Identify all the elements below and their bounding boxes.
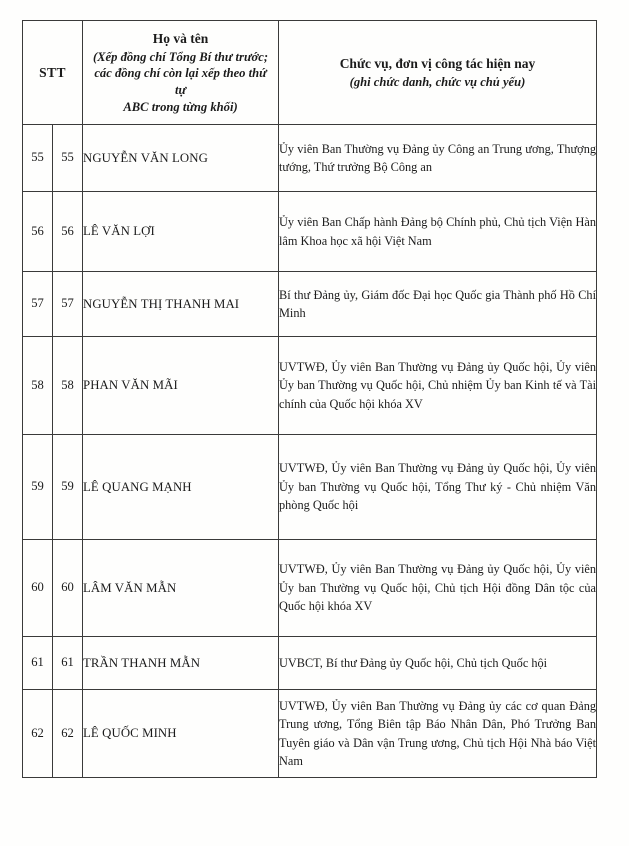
row-name: TRẦN THANH MẪN (83, 637, 279, 690)
column-header-role-subtitle: (ghi chức danh, chức vụ chủ yếu) (349, 74, 526, 89)
row-role-text: Ủy viên Ban Chấp hành Đảng bộ Chính phủ, Chủ tịch Viện Hàn lâm Khoa học xã hội Việt Nam (279, 215, 596, 248)
row-role (279, 192, 597, 272)
column-header-stt: STT (23, 21, 83, 125)
row-name: PHAN VĂN MÃI (83, 337, 279, 435)
column-header-name-title: Họ và tên (152, 30, 209, 46)
row-stt-secondary: 59 (53, 435, 83, 540)
column-header-role-block (279, 51, 596, 94)
row-name: LÊ QUANG MẠNH (83, 435, 279, 540)
row-role-text: UVTWĐ, Ủy viên Ban Thường vụ Đảng ủy Quốc hội, Ủy viên Ủy ban Thường vụ Quốc hội, Tổng Thư ký - Chủ nhiệm Văn phòng Quốc hội (279, 461, 596, 513)
row-stt-secondary: 56 (53, 192, 83, 272)
row-stt-secondary: 61 (53, 637, 83, 690)
row-stt-primary: 56 (23, 192, 53, 272)
table-row (23, 125, 597, 192)
row-stt-secondary: 57 (53, 272, 83, 337)
table-container (22, 20, 596, 778)
row-name: LÊ VĂN LỢI (83, 192, 279, 272)
row-name: NGUYỄN VĂN LONG (83, 125, 279, 192)
table-row (23, 192, 597, 272)
row-role (279, 540, 597, 637)
row-role (279, 272, 597, 337)
table-row (23, 435, 597, 540)
row-stt-secondary: 58 (53, 337, 83, 435)
row-role-text: Bí thư Đảng ủy, Giám đốc Đại học Quốc gia Thành phố Hồ Chí Minh (279, 287, 596, 320)
row-role-text: UVTWĐ, Ủy viên Ban Thường vụ Đảng ủy các cơ quan Đảng Trung ương, Tổng Biên tập Báo Nhân Dân, Phó Trưởng Ban Tuyên giáo và Dân vận Trung ương, Chủ tịch Hội Nhà báo Việt Nam (279, 698, 596, 768)
row-name: LÂM VĂN MẪN (83, 540, 279, 637)
column-header-name-subtitle (89, 49, 272, 115)
row-role (279, 637, 597, 690)
row-stt-secondary: 60 (53, 540, 83, 637)
column-header-name (83, 21, 279, 125)
table-row (23, 337, 597, 435)
column-header-name-subtitle-line-2: các đồng chí còn lại xếp theo thứ tự (94, 66, 267, 97)
table-row (23, 690, 597, 778)
row-role (279, 337, 597, 435)
row-role (279, 435, 597, 540)
table-row (23, 540, 597, 637)
row-stt-primary: 59 (23, 435, 53, 540)
table-row (23, 272, 597, 337)
header-row (23, 21, 597, 125)
row-stt-secondary: 62 (53, 690, 83, 778)
column-header-role-title: Chức vụ, đơn vị công tác hiện nay (339, 55, 536, 71)
row-stt-secondary: 55 (53, 125, 83, 192)
row-role (279, 125, 597, 192)
row-stt-primary: 57 (23, 272, 53, 337)
column-header-name-block (83, 26, 278, 119)
column-header-name-subtitle-line-3: ABC trong từng khối) (123, 99, 238, 114)
row-stt-primary: 55 (23, 125, 53, 192)
table-header (23, 21, 597, 125)
row-role (279, 690, 597, 778)
row-stt-primary: 61 (23, 637, 53, 690)
row-role-text: UVTWĐ, Ủy viên Ban Thường vụ Đảng ủy Quốc hội, Ủy viên Ủy ban Thường vụ Quốc hội, Chủ tịch Hội đồng Dân tộc của Quốc hội khóa XV (279, 562, 596, 614)
row-stt-primary: 58 (23, 337, 53, 435)
row-name: LÊ QUỐC MINH (83, 690, 279, 778)
officials-table (22, 20, 597, 778)
row-name: NGUYỄN THỊ THANH MAI (83, 272, 279, 337)
column-header-name-subtitle-line-1: (Xếp đồng chí Tổng Bí thư trước; (92, 49, 269, 64)
row-role-text: Ủy viên Ban Thường vụ Đảng ủy Công an Trung ương, Thượng tướng, Thứ trưởng Bộ Công an (279, 141, 596, 174)
row-role-text: UVTWĐ, Ủy viên Ban Thường vụ Đảng ủy Quốc hội, Ủy viên Ủy ban Thường vụ Quốc hội, Chủ nhiệm Ủy ban Kinh tế và Tài chính của Quốc hội khóa XV (279, 359, 596, 411)
column-header-role (279, 21, 597, 125)
table-body (23, 125, 597, 778)
row-stt-primary: 60 (23, 540, 53, 637)
table-row (23, 637, 597, 690)
row-role-text: UVBCT, Bí thư Đảng ủy Quốc hội, Chủ tịch Quốc hội (279, 655, 548, 670)
row-stt-primary: 62 (23, 690, 53, 778)
